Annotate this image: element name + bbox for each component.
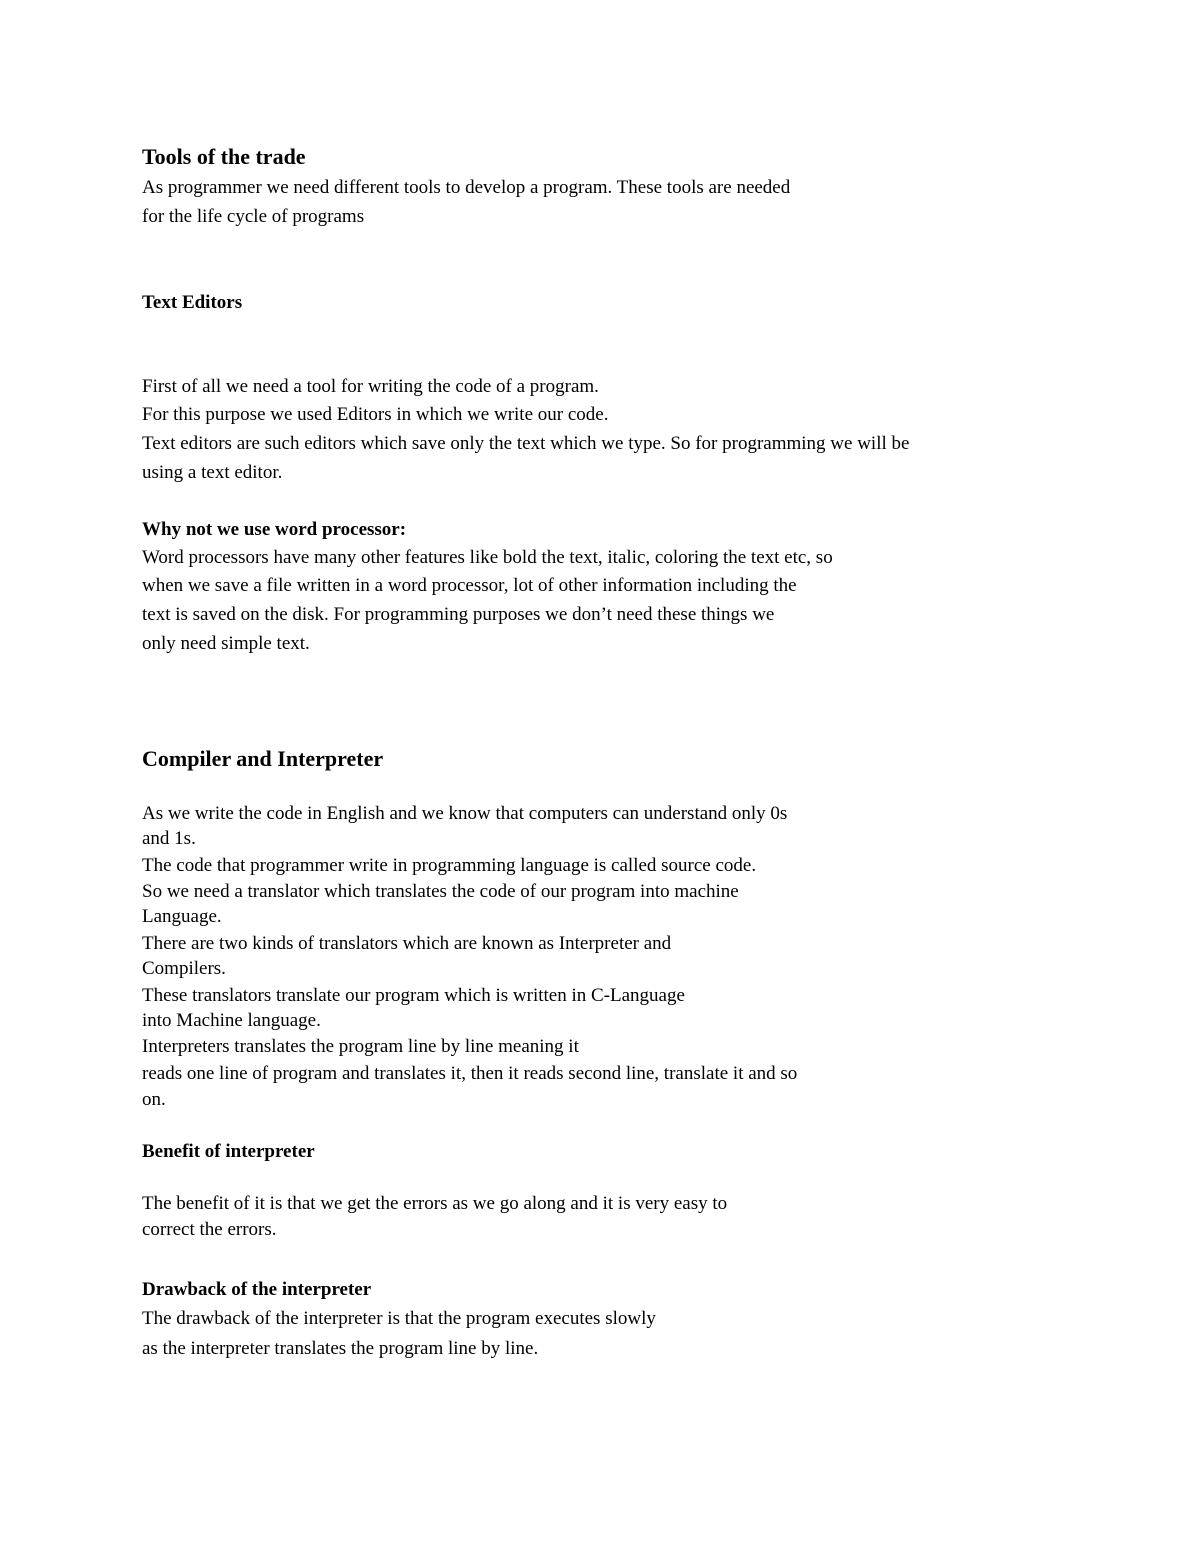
heading-text-editors: Text Editors xyxy=(142,292,243,313)
paragraph-line: into Machine language. xyxy=(142,1010,321,1031)
paragraph-line: As we write the code in English and we know that computers can understand only 0s xyxy=(142,803,788,824)
paragraph-line: when we save a file written in a word processor, lot of other information including the xyxy=(142,575,797,596)
paragraph-line: Compilers. xyxy=(142,958,226,979)
heading-tools-of-the-trade: Tools of the trade xyxy=(142,144,306,169)
paragraph-line: for the life cycle of programs xyxy=(142,206,365,227)
paragraph-line: on. xyxy=(142,1089,166,1110)
paragraph-line: Word processors have many other features like bold the text, italic, coloring the text etc, so xyxy=(142,547,833,568)
paragraph-line: The code that programmer write in programming language is called source code. xyxy=(142,855,757,876)
paragraph-line: only need simple text. xyxy=(142,633,310,654)
paragraph-line: correct the errors. xyxy=(142,1219,277,1240)
paragraph-line: The drawback of the interpreter is that the program executes slowly xyxy=(142,1308,656,1329)
paragraph-line: Language. xyxy=(142,906,222,927)
paragraph-line: There are two kinds of translators which are known as Interpreter and xyxy=(142,933,672,954)
paragraph-line: So we need a translator which translates the code of our program into machine xyxy=(142,881,739,902)
paragraph-line: Text editors are such editors which save only the text which we type. So for programming we will be xyxy=(142,433,910,454)
heading-drawback-of-interpreter: Drawback of the interpreter xyxy=(142,1279,372,1300)
paragraph-line: reads one line of program and translates it, then it reads second line, translate it and so xyxy=(142,1063,798,1084)
paragraph-line: using a text editor. xyxy=(142,462,283,483)
paragraph-line: and 1s. xyxy=(142,828,196,849)
paragraph-line: As programmer we need different tools to develop a program. These tools are needed xyxy=(142,177,791,198)
paragraph-line: For this purpose we used Editors in which we write our code. xyxy=(142,404,609,425)
paragraph-line: First of all we need a tool for writing the code of a program. xyxy=(142,376,599,397)
heading-benefit-of-interpreter: Benefit of interpreter xyxy=(142,1141,315,1162)
heading-why-not-word-processor: Why not we use word processor: xyxy=(142,519,407,540)
heading-compiler-and-interpreter: Compiler and Interpreter xyxy=(142,746,384,771)
paragraph-line: Interpreters translates the program line by line meaning it xyxy=(142,1036,579,1057)
paragraph-line: text is saved on the disk. For programming purposes we don’t need these things we xyxy=(142,604,775,625)
paragraph-line: as the interpreter translates the program line by line. xyxy=(142,1338,539,1359)
paragraph-line: These translators translate our program which is written in C-Language xyxy=(142,985,685,1006)
paragraph-line: The benefit of it is that we get the errors as we go along and it is very easy to xyxy=(142,1193,728,1214)
